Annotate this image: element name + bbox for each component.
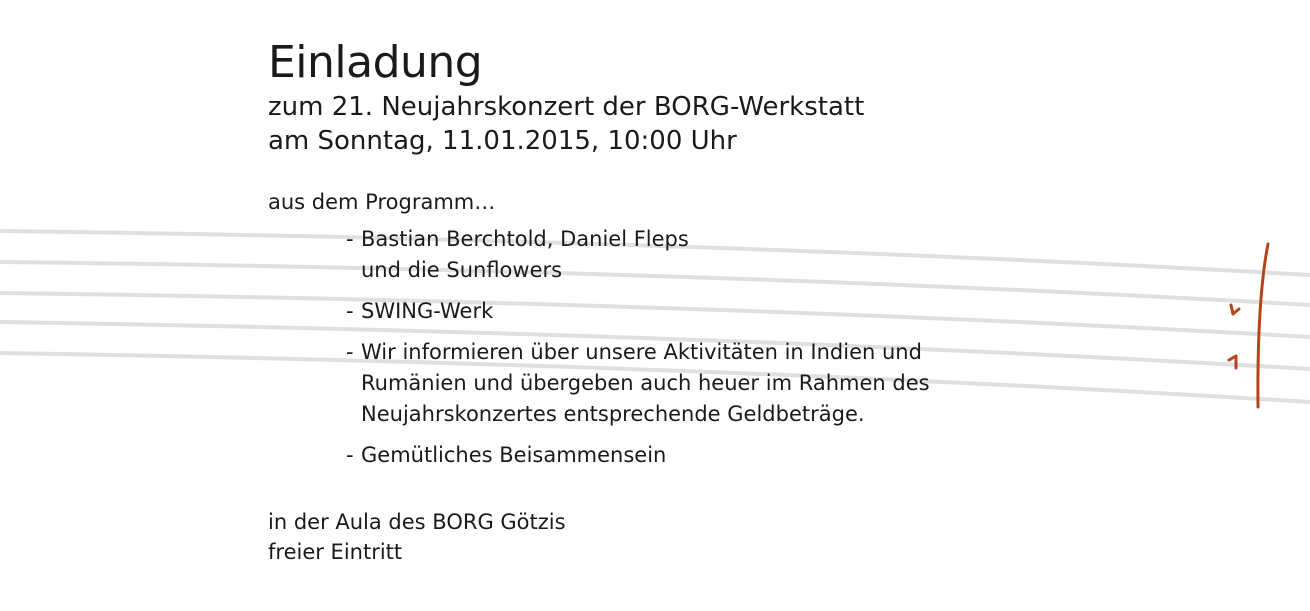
program-item-text: Bastian Berchtold, Daniel Fleps und die Sunflowers: [361, 227, 689, 282]
program-item-text: Wir informieren über unsere Aktivitäten in Indien und Rumänien und übergeben auch heuer im Rahmen des Neujahrskonzertes entsprechende Geldbeträge.: [361, 340, 930, 426]
event-location: in der Aula des BORG Götzis: [268, 510, 566, 534]
invitation-card: [268, 36, 930, 567]
concert-date: am Sonntag, 11.01.2015, 10:00 Uhr: [268, 126, 737, 156]
program-intro: aus dem Programm…: [268, 190, 496, 214]
invitation-title: Einladung: [268, 37, 483, 88]
list-dash: -: [346, 340, 354, 364]
note-marks: [1229, 244, 1268, 407]
program-list: [346, 224, 930, 471]
program-item: [346, 224, 930, 286]
program-item-text: Gemütliches Beisammensein: [361, 443, 667, 467]
program-item: [346, 296, 930, 327]
event-footer: [268, 507, 930, 567]
note-mark-upper: [1231, 305, 1239, 314]
list-dash: -: [346, 299, 354, 323]
program-item: [346, 337, 930, 430]
concert-name: zum 21. Neujahrskonzert der BORG-Werkstatt: [268, 92, 865, 122]
bar-line: [1258, 244, 1268, 407]
program-item-text: SWING-Werk: [361, 299, 494, 323]
list-dash: -: [346, 227, 354, 251]
program-item: [346, 440, 930, 471]
event-admission: freier Eintritt: [268, 540, 403, 564]
list-dash: -: [346, 443, 354, 467]
